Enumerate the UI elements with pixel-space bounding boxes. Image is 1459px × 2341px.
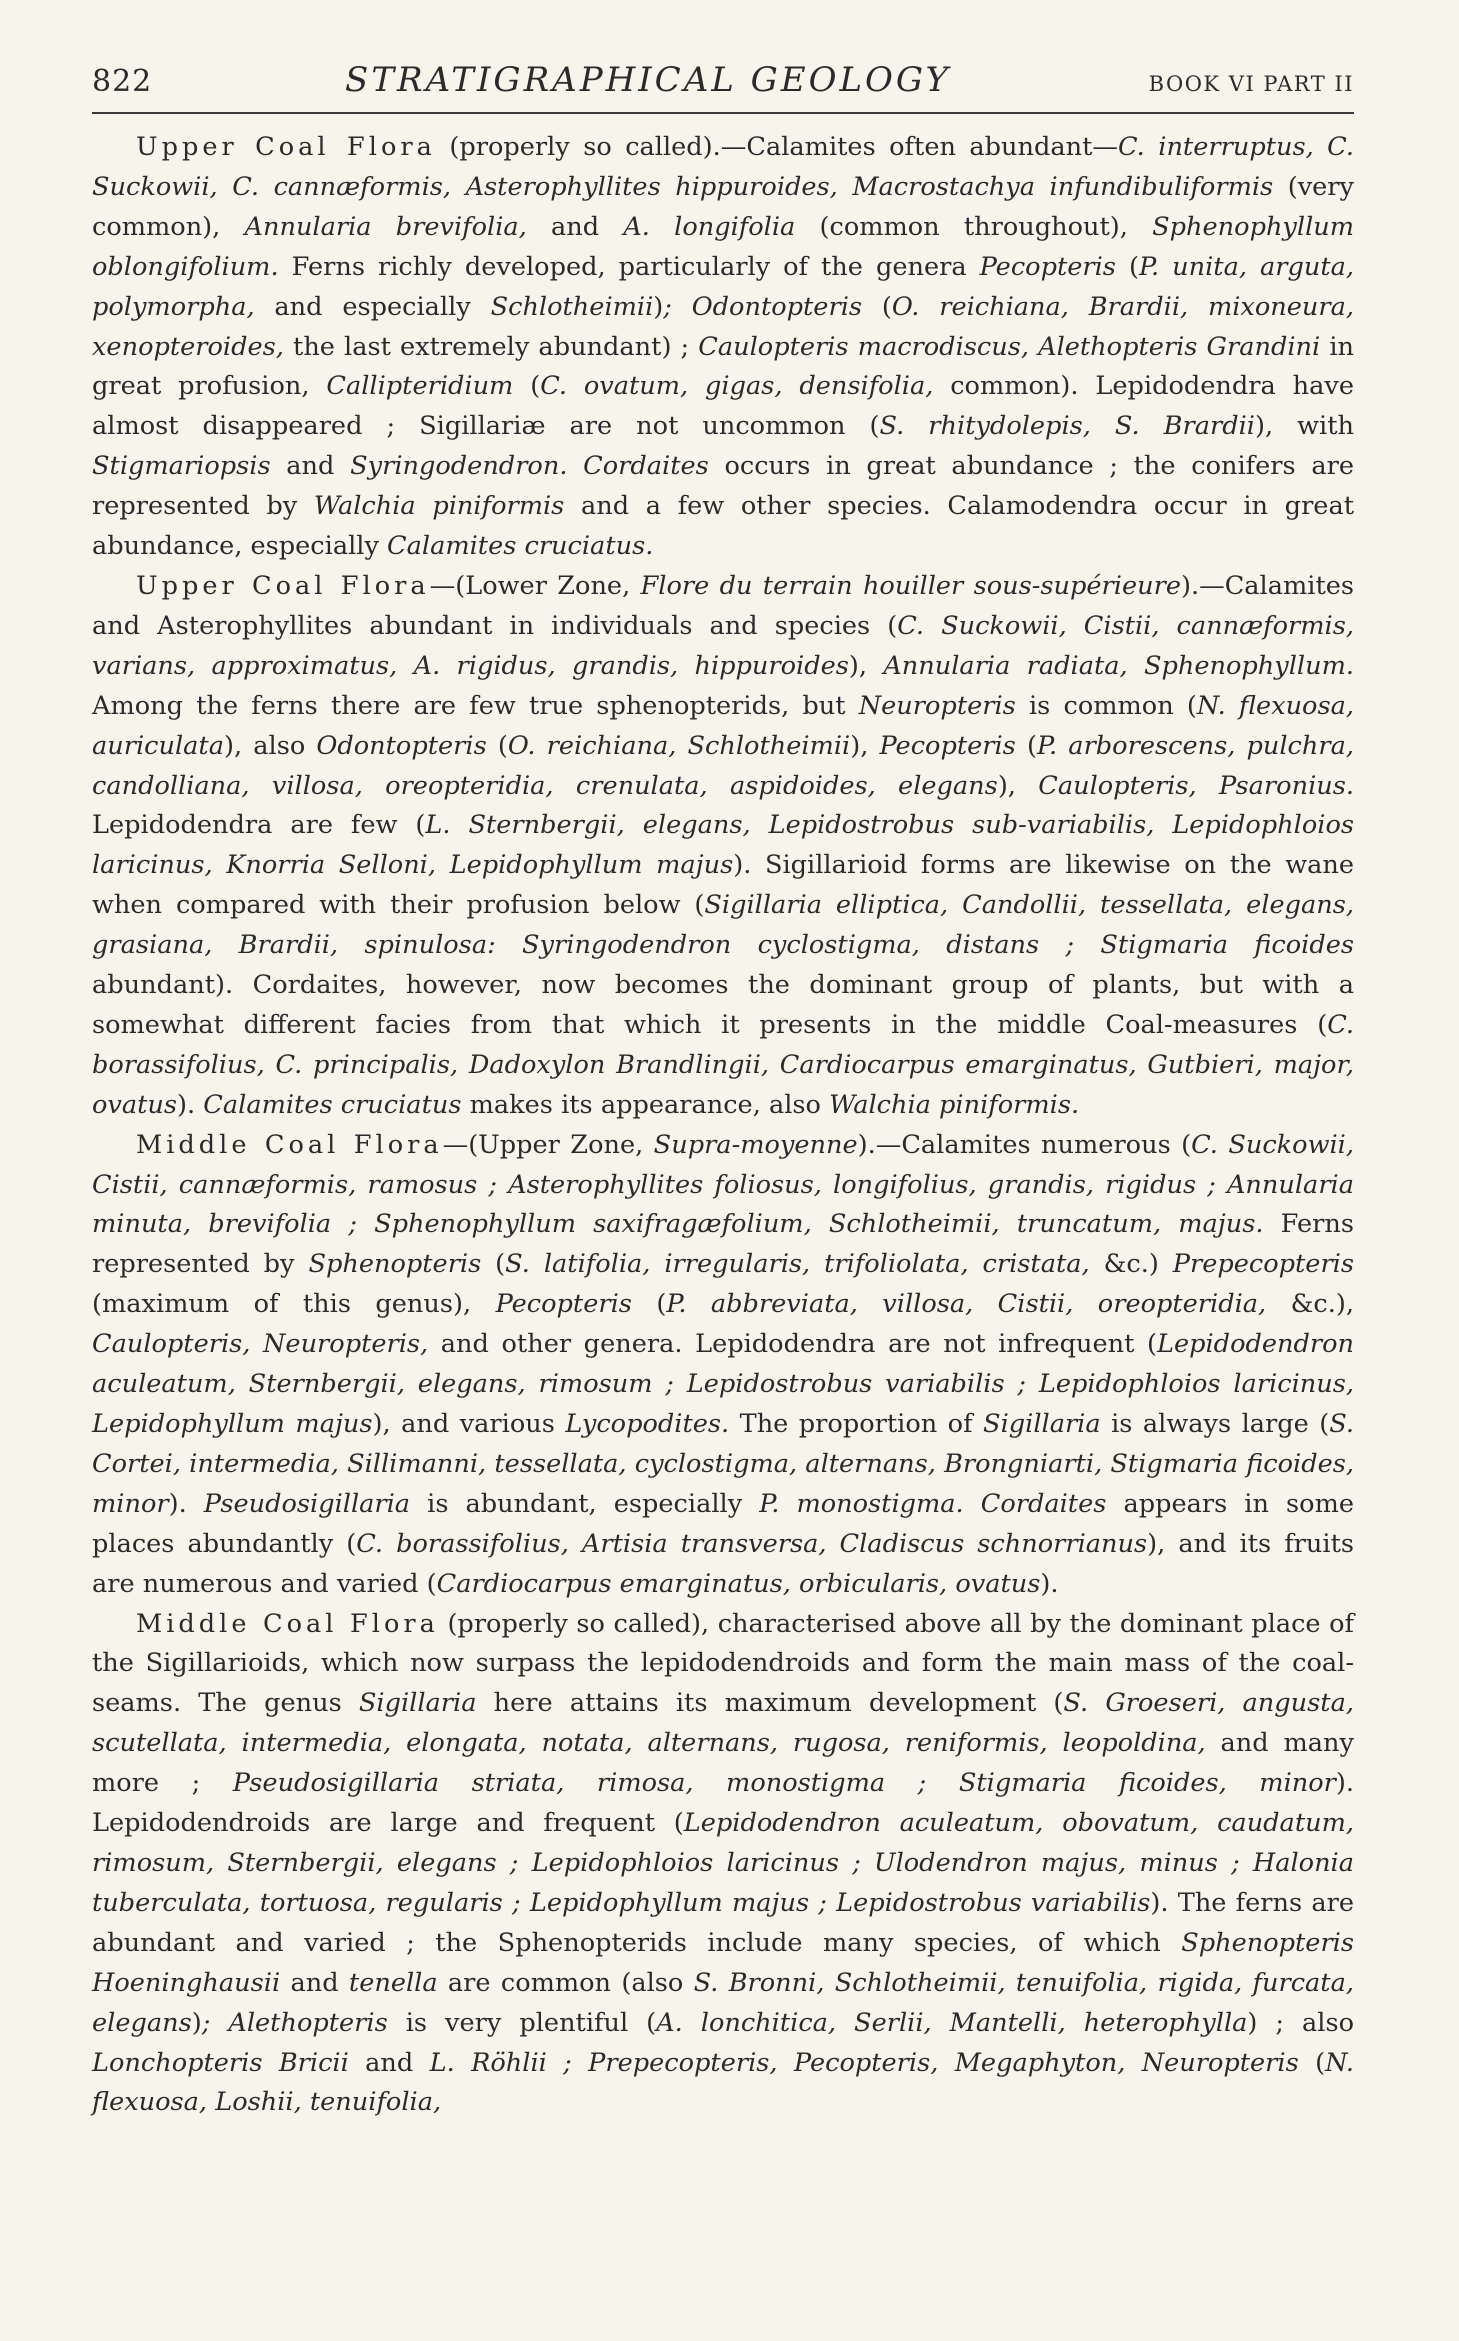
- italic-text: Sphenopteris: [308, 1249, 482, 1280]
- italic-text: L. Sternbergii, elegans, Lepidostrobus sub-variabilis, Lepidophloios laricinus, Knorria Selloni, Lepidophyllum majus: [92, 810, 1354, 881]
- italic-text: C. borassifolius, C. principalis, Dadoxylon Brandlingii, Cardiocarpus emarginatus, Gutbieri, major, ovatus: [92, 1009, 1354, 1120]
- text-run: is abundant, especially: [410, 1488, 760, 1519]
- italic-text: Sigillaria: [983, 1409, 1101, 1439]
- italic-text: C. borassifolius, Artisia transversa, Cladiscus schnorrianus: [356, 1528, 1148, 1559]
- text-run: appears in some places abundantly (: [92, 1488, 1354, 1559]
- italic-text: Pecopteris: [879, 730, 1016, 761]
- text-run: (: [513, 371, 541, 402]
- italic-text: Annularia brevifolia,: [244, 211, 527, 242]
- text-run: ).: [1040, 1568, 1059, 1599]
- italic-text: Pecopteris: [495, 1289, 632, 1320]
- text-run: (: [481, 1249, 506, 1280]
- text-run: and: [526, 211, 624, 242]
- text-run: occurs in great abundance ; the conifers are represented by: [92, 451, 1354, 522]
- text-run: —(Lower Zone,: [429, 570, 641, 601]
- italic-text: Pseudosigillaria: [203, 1488, 411, 1519]
- italic-text: Walchia piniformis.: [829, 1089, 1080, 1120]
- text-run: ). The ferns are abundant and varied ; the Sphenopterids include many species, of which: [92, 1887, 1354, 1958]
- italic-text: Schlotheimii: [490, 291, 654, 322]
- text-run: here attains its maximum development (: [476, 1688, 1064, 1719]
- paragraph-heading: Middle Coal Flora: [136, 1129, 443, 1160]
- italic-text: S. latifolia, irregularis, trifoliolata, cristata,: [505, 1249, 1090, 1280]
- italic-text: Prepecopteris: [1172, 1249, 1354, 1280]
- italic-text: tenella: [348, 1967, 438, 1998]
- text-run: ). Lepidodendroids are large and frequent (: [92, 1768, 1355, 1839]
- text-run: (properly so called).—Calamites often abundant—: [435, 132, 1119, 162]
- italic-text: Lonchopteris Bricii: [92, 2047, 349, 2078]
- italic-text: S. Cortei, intermedia, Sillimanni, tessellata, cyclostigma, alternans, Brongniarti, Stigmaria ficoides, minor: [92, 1409, 1354, 1519]
- text-run: ).—Calamites numerous (: [857, 1129, 1192, 1160]
- text-run: ): [653, 291, 664, 322]
- italic-text: C. interruptus, C. Suckowii, C. cannæformis, Asterophyllites hippuroides, Macrostachya infundibuliformis: [92, 132, 1354, 202]
- text-run: —(Upper Zone,: [442, 1129, 654, 1160]
- text-run: (very common),: [92, 171, 1354, 242]
- text-run: (: [1015, 730, 1037, 761]
- text-run: ).—Calamites and Asterophyllites abundant in individuals and species (: [92, 570, 1355, 641]
- text-run: ), and its fruits are numerous and varied (: [92, 1528, 1354, 1599]
- text-run: ), with: [1254, 411, 1354, 442]
- text-run: &c.): [1089, 1249, 1173, 1280]
- text-run: in great profusion,: [92, 331, 1354, 402]
- italic-text: S. Bronni, Schlotheimii, tenuifolia, rigida, furcata, elegans: [92, 1967, 1354, 2038]
- text-run: and especially: [254, 291, 491, 322]
- italic-text: Neuropteris: [858, 690, 1016, 721]
- paragraph-heading: Upper Coal Flora: [136, 132, 436, 162]
- italic-text: Pecopteris: [979, 251, 1116, 282]
- italic-text: Caulopteris, Psaronius.: [1038, 770, 1355, 801]
- italic-text: C. Suckowii, Cistii, cannæformis, ramosus ; Asterophyllites foliosus, longifolius, grandis, rigidus ; Annularia minuta, brevifolia ; Sphenophyllum saxifragæfolium, Schlotheimii, truncatum, majus.: [92, 1129, 1355, 1240]
- section-label: BOOK VI PART II: [1148, 72, 1354, 96]
- text-run: and many more ;: [92, 1728, 1354, 1799]
- italic-text: Stigmariopsis: [92, 451, 271, 482]
- italic-text: Caulopteris, Neuropteris,: [92, 1329, 429, 1360]
- text-run: Lepidodendra are few (: [92, 810, 426, 841]
- text-run: common). Lepidodendra have almost disappeared ; Sigillariæ are not uncommon (: [92, 371, 1354, 442]
- italic-text: Sigillaria: [358, 1688, 477, 1719]
- text-run: (: [631, 1289, 667, 1320]
- italic-text: Annularia radiata, Sphenophyllum.: [883, 650, 1354, 681]
- italic-text: Callipteridium: [326, 371, 514, 402]
- text-run: makes its appearance, also: [461, 1089, 830, 1120]
- text-run: Among the ferns there are few true sphenopterids, but: [92, 690, 859, 721]
- paragraph-heading: Middle Coal Flora: [136, 1608, 439, 1639]
- italic-text: O. reichiana, Brardii, mixoneura, xenopteroides,: [92, 291, 1354, 362]
- running-head: [92, 60, 1354, 114]
- italic-text: C. ovatum, gigas, densifolia,: [540, 371, 934, 402]
- italic-text: C. Suckowii, Cistii, cannæformis, varians, approximatus, A. rigidus, grandis, hippuroides: [92, 610, 1355, 681]
- text-run: ).: [168, 1488, 204, 1519]
- italic-text: Flore du terrain houiller sous-supérieure: [640, 570, 1181, 601]
- italic-text: P. arborescens, pulchra, candolliana, villosa, oreopteridia, crenulata, aspidoides, elegans: [92, 730, 1354, 801]
- text-run: ),: [848, 650, 884, 681]
- text-run: is always large (: [1100, 1409, 1330, 1439]
- italic-text: ; Alethopteris: [201, 2007, 388, 2038]
- italic-text: Walchia piniformis: [313, 491, 565, 522]
- running-title: STRATIGRAPHICAL GEOLOGY: [345, 60, 951, 100]
- text-run: and other genera. Lepidodendra are not infrequent (: [428, 1329, 1157, 1360]
- italic-text: ; Odontopteris: [663, 291, 863, 322]
- italic-text: N. flexuosa, auriculata: [92, 690, 1354, 761]
- text-run: ), and various: [372, 1409, 566, 1439]
- text-run: are common (also: [437, 1967, 694, 1998]
- text-run: &c.),: [1266, 1289, 1354, 1320]
- text-run: ), also: [223, 730, 317, 761]
- italic-text: Calamites cruciatus.: [387, 531, 654, 562]
- italic-text: A. lonchitica, Serlii, Mantelli, heterophylla: [656, 2007, 1248, 2038]
- text-run: is common (: [1015, 690, 1197, 721]
- paragraph: [92, 128, 1354, 567]
- italic-text: Odontopteris: [316, 730, 487, 761]
- text-run: (: [1115, 251, 1139, 282]
- text-run: (properly so called), characterised above all by the dominant place of the Sigillarioids, which now surpass the lepidodendroids and form the main mass of the coal-seams. The genus: [92, 1608, 1354, 1719]
- italic-text: Pseudosigillaria striata, rimosa, monostigma ; Stigmaria ficoides, minor: [232, 1768, 1336, 1799]
- text-run: (common throughout),: [795, 211, 1153, 242]
- text-run: abundant). Cordaites, however, now becomes the dominant group of plants, but with a somewhat different facies from that which it presents in the middle Coal-measures (: [92, 970, 1354, 1040]
- text-run: ). Sigillarioid forms are likewise on the wane when compared with their profusion below (: [92, 850, 1355, 921]
- italic-text: S. rhitydolepis, S. Brardii: [879, 411, 1255, 442]
- text-run: is very plentiful (: [387, 2007, 657, 2038]
- italic-text: O. reichiana, Schlotheimii: [507, 730, 851, 761]
- italic-text: Syringodendron. Cordaites: [350, 451, 709, 482]
- italic-text: Lepidodendron aculeatum, Sternbergii, elegans, rimosum ; Lepidostrobus variabilis ; Lepidophloios laricinus, Lepidophyllum majus: [92, 1329, 1354, 1439]
- italic-text: Lepidodendron aculeatum, obovatum, caudatum, rimosum, Sternbergii, elegans ; Lepidophloios laricinus ; Ulodendron majus, minus ; Halonia tuberculata, tortuosa, regularis ; Lepidophyllum majus ; Lepidostrobus variabilis: [92, 1808, 1354, 1918]
- text-run: ) ; also: [1247, 2007, 1354, 2038]
- book-page: [92, 60, 1354, 2123]
- italic-text: A. longifolia: [623, 211, 796, 242]
- paragraph: [92, 1126, 1354, 1605]
- italic-text: Caulopteris macrodiscus, Alethopteris Grandini: [698, 331, 1321, 362]
- text-run: (maximum of this genus),: [92, 1289, 496, 1320]
- italic-text: Cardiocarpus emarginatus, orbicularis, ovatus: [436, 1568, 1041, 1599]
- text-run: Ferns richly developed, particularly of the genera: [278, 251, 980, 282]
- italic-text: P. monostigma. Cordaites: [759, 1488, 1107, 1519]
- text-run: ),: [850, 730, 880, 761]
- paragraph-heading: Upper Coal Flora: [136, 570, 430, 601]
- text-run: The proportion of: [729, 1409, 984, 1439]
- italic-text: Sphenophyllum oblongifolium.: [92, 211, 1355, 282]
- italic-text: N. flexuosa, Loshii, tenuifolia,: [92, 2047, 1354, 2118]
- page-number: 822: [92, 64, 153, 99]
- text-run: and: [348, 2047, 430, 2078]
- text-run: ): [191, 2007, 202, 2038]
- italic-text: Lycopodites.: [565, 1409, 730, 1439]
- text-run: and: [270, 451, 351, 482]
- italic-text: P. unita, arguta, polymorpha,: [92, 251, 1355, 322]
- text-run: (: [486, 730, 508, 761]
- italic-text: Sphenopteris Hoeninghausii: [92, 1927, 1354, 1998]
- text-run: (: [862, 291, 892, 322]
- italic-text: L. Röhlii ; Prepecopteris, Pecopteris, Megaphyton, Neuropteris: [429, 2047, 1299, 2078]
- italic-text: S. Groeseri, angusta, scutellata, intermedia, elongata, notata, alternans, rugosa, reniformis, leopoldina,: [92, 1688, 1354, 1759]
- text-run: the last extremely abundant) ;: [283, 331, 699, 362]
- body-text: [92, 128, 1354, 2123]
- text-run: ),: [997, 770, 1039, 801]
- italic-text: Sigillaria elliptica, Candollii, tessellata, elegans, grasiana, Brardii, spinulosa: Syringodendron cyclostigma, distans ; Stigmaria ficoides: [92, 890, 1354, 961]
- italic-text: Supra-moyenne: [653, 1129, 858, 1160]
- paragraph: [92, 1605, 1354, 2124]
- text-run: (: [1298, 2047, 1326, 2078]
- text-run: and a few other species. Calamodendra occur in great abundance, especially: [92, 491, 1354, 562]
- text-run: ).: [177, 1089, 204, 1120]
- text-run: Ferns represented by: [92, 1209, 1354, 1280]
- paragraph: [92, 567, 1354, 1126]
- text-run: and: [280, 1967, 349, 1998]
- italic-text: P. abbreviata, villosa, Cistii, oreopteridia,: [666, 1289, 1267, 1320]
- italic-text: Calamites cruciatus: [203, 1089, 462, 1120]
